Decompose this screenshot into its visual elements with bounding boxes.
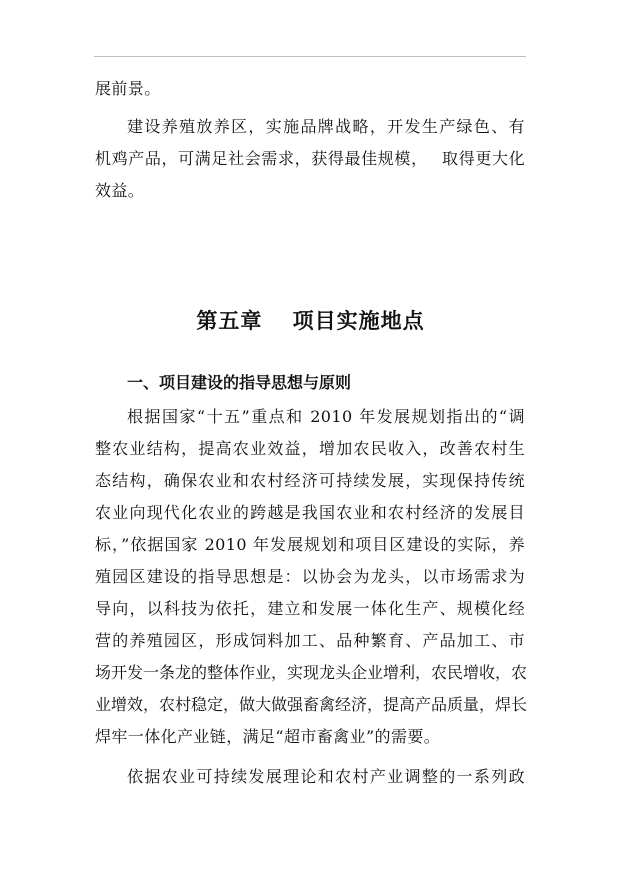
text-line: 导向，以科技为依托，建立和发展一体化生产、规模化经 [95,599,525,618]
text-line: 依据农业可持续发展理论和农村产业调整的一系列政 [127,767,525,786]
text-line: 焊牢一体化产业链，满足“超市畜禽业”的需要。 [95,727,441,746]
header-rule [94,56,526,57]
text-line: 标，”依据国家 2010 年发展规划和项目区建设的实际，养 [95,535,525,554]
text-line: 根据国家“十五”重点和 2010 年发展规划指出的“调 [127,407,525,426]
text-line: 农业向现代化农业的跨越是我国农业和农村经济的发展目 [95,503,525,522]
text-line: 机鸡产品，可满足社会需求，获得最佳规模， 取得更大化 [95,149,525,168]
text-line: 营的养殖园区，形成饲料加工、品种繁育、产品加工、市 [95,631,525,650]
section-heading: 一、项目建设的指导思想与原则 [127,373,352,392]
text-line: 效益。 [95,181,145,200]
text-line: 态结构，确保农业和农村经济可持续发展，实现保持传统 [95,471,525,490]
text-line: 建设养殖放养区，实施品牌战略，开发生产绿色、有 [127,117,525,136]
text-line: 场开发一条龙的整体作业，实现龙头企业增利，农民增收，农 [95,663,528,682]
chapter-title: 第五章 项目实施地点 [196,308,425,333]
text-line: 殖园区建设的指导思想是：以协会为龙头，以市场需求为 [95,567,525,586]
text-line: 展前景。 [95,79,161,98]
text-line: 业增效，农村稳定，做大做强畜禽经济，提高产品质量，焊长 [95,695,528,714]
text-line: 整农业结构，提高农业效益，增加农民收入，改善农村生 [95,439,525,458]
